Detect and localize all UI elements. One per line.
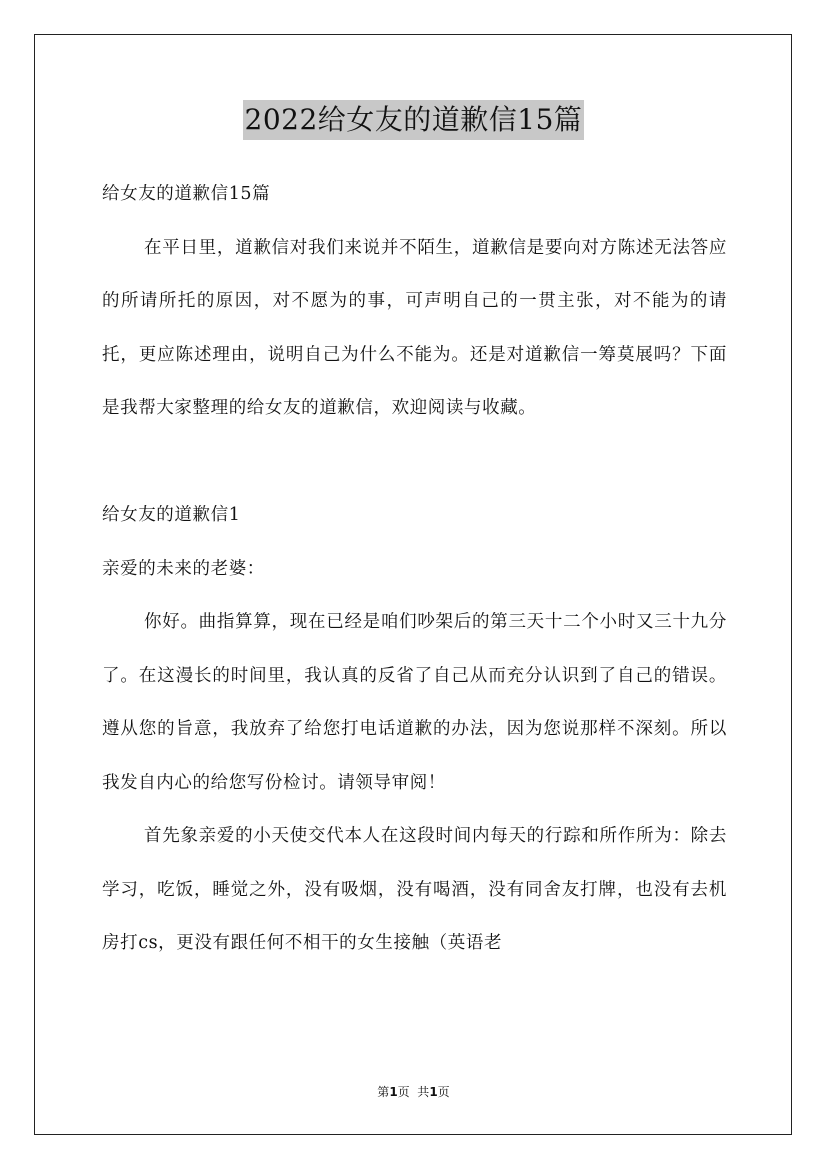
page-footer (0, 1083, 827, 1100)
document-title: 2022给女友的道歉信15篇 (243, 100, 585, 140)
title-container (0, 100, 827, 140)
body-paragraph-2: 首先象亲爱的小天使交代本人在这段时间内每天的行踪和所作所为：除去学习，吃饭，睡觉之外，没有吸烟，没有喝酒，没有同舍友打牌，也没有去机房打cs，更没有跟任何不相干的女生接触（英语老 (102, 826, 727, 953)
document-subtitle: 给女友的道歉信15篇 (102, 184, 271, 204)
footer-page-number: 1 (389, 1085, 398, 1099)
footer-page-total: 1 (429, 1085, 438, 1099)
salutation: 亲爱的未来的老婆： (102, 558, 265, 579)
footer-page-prefix: 第 (377, 1085, 390, 1099)
document-body (102, 168, 727, 971)
intro-paragraph: 在平日里，道歉信对我们来说并不陌生，道歉信是要向对方陈述无法答应的所请所托的原因，对不愿为的事，可声明自己的一贯主张，对不能为的请托，更应陈述理由，说明自己为什么不能为。还是对道歉信一筹莫展吗？下面是我帮大家整理的给女友的道歉信，欢迎阅读与收藏。 (102, 237, 727, 418)
body-paragraph-1: 你好。曲指算算，现在已经是咱们吵架后的第三天十二个小时又三十九分了。在这漫长的时间里，我认真的反省了自己从而充分认识到了自己的错误。遵从您的旨意，我放弃了给您打电话道歉的办法，因为您说那样不深刻。所以我发自内心的给您写份检讨。请领导审阅！ (102, 612, 727, 793)
blank-line (102, 436, 727, 490)
footer-page-mid: 页 共 (397, 1085, 430, 1099)
section-heading: 给女友的道歉信1 (102, 505, 241, 525)
footer-page-suffix: 页 (437, 1085, 450, 1099)
